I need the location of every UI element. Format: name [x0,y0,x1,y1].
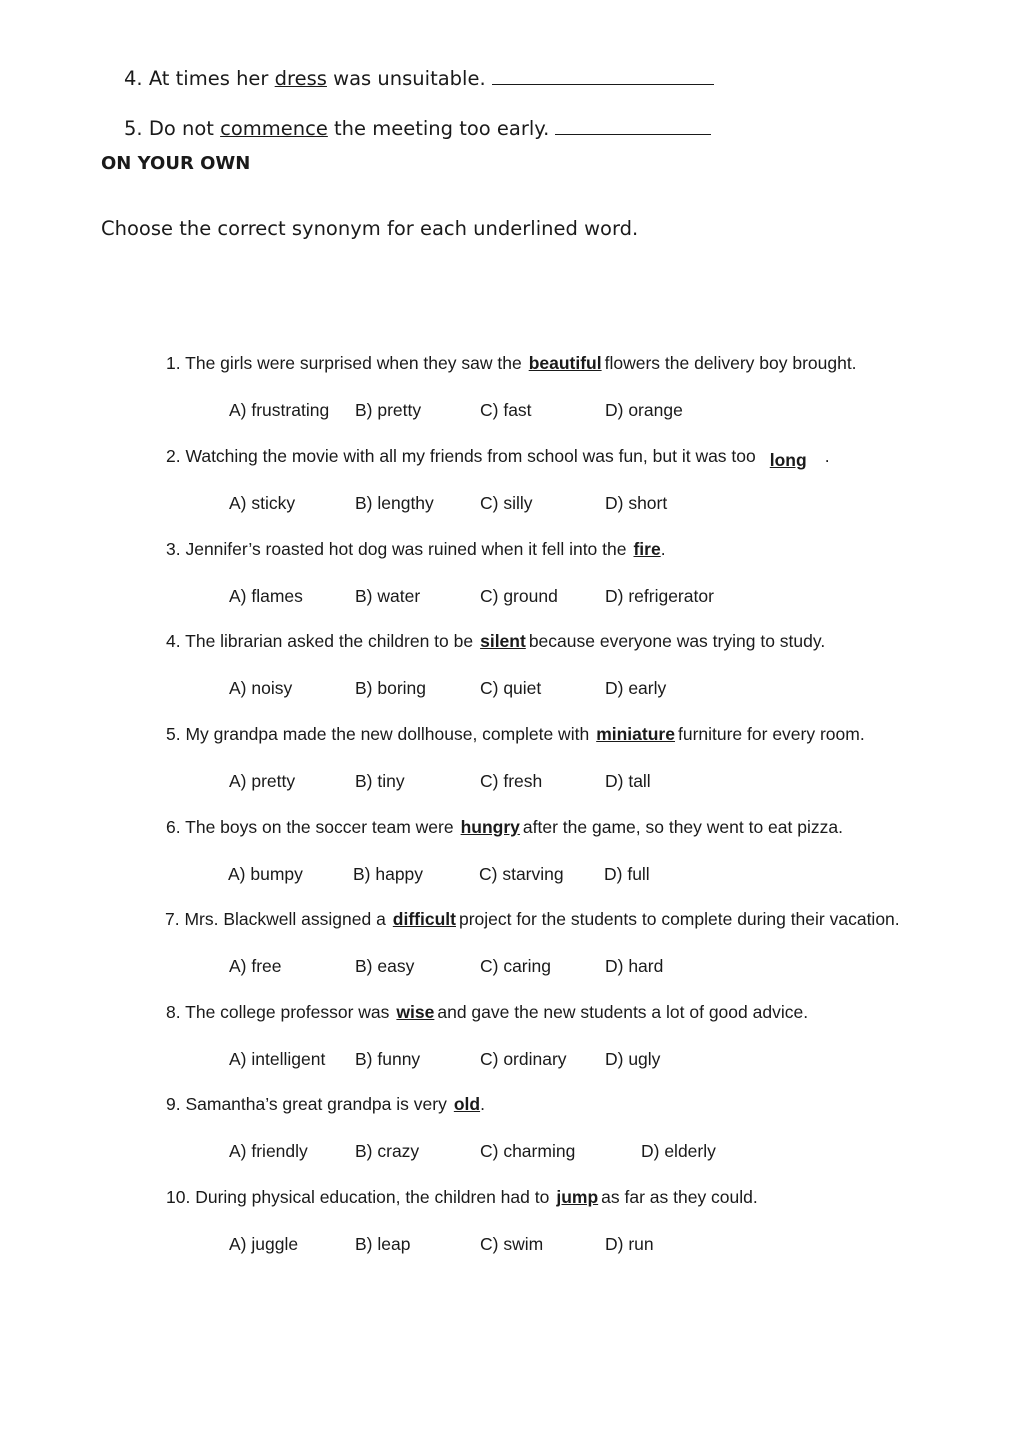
question-9 [166,1096,485,1114]
answer-option-d[interactable]: D) hard [605,956,664,976]
question-3 [166,541,666,559]
underlined-keyword: beautiful [528,353,602,373]
question-6 [166,819,843,837]
question-number: 3. [166,539,186,559]
section-heading: ON YOUR OWN [101,153,251,174]
previous-item-5 [124,116,711,139]
answer-option-a[interactable]: A) frustrating [229,400,330,420]
answer-option-b[interactable]: B) pretty [355,400,422,420]
question-number: 10. [166,1187,196,1207]
question-text-before: Jennifer’s roasted hot dog was ruined when it fell into the [185,539,627,559]
previous-item-4 [124,66,714,89]
question-text-after: . [824,446,830,466]
question-8 [166,1004,808,1022]
answer-option-b[interactable]: B) lengthy [355,493,434,513]
question-text-after: as far as they could. [601,1187,758,1207]
question-number: 1. [166,353,186,373]
item-text-before: Do not [148,117,214,140]
question-number: 5. [166,724,186,744]
underlined-word: dress [274,67,327,90]
answer-option-b[interactable]: B) tiny [355,771,405,791]
question-number: 6. [166,817,186,837]
answer-option-a[interactable]: A) noisy [229,678,293,698]
question-number: 2. [166,446,186,466]
question-5 [166,726,865,744]
question-text-after: after the game, so they went to eat pizza. [522,817,843,837]
question-1 [166,355,857,373]
underlined-keyword: wise [396,1002,435,1022]
answer-option-c[interactable]: C) starving [479,864,564,884]
item-text-after: the meeting too early. [334,117,550,140]
answer-option-b[interactable]: B) boring [355,678,427,698]
underlined-keyword: old [453,1094,481,1114]
answer-option-a[interactable]: A) bumpy [228,864,303,884]
underlined-keyword: hungry [460,817,520,837]
question-number: 8. [166,1002,186,1022]
underlined-keyword: jump [556,1187,599,1207]
answer-option-d[interactable]: D) short [605,493,668,513]
question-text-before: The college professor was [185,1002,390,1022]
item-text-after: was unsuitable. [333,67,486,90]
question-number: 7. [165,909,185,929]
answer-option-d[interactable]: D) elderly [641,1141,716,1161]
answer-option-a[interactable]: A) juggle [229,1234,299,1254]
question-text-before: Samantha’s great grandpa is very [185,1094,447,1114]
underlined-keyword: silent [480,631,526,651]
answer-option-c[interactable]: C) silly [480,493,533,513]
answer-option-c[interactable]: C) fast [480,400,532,420]
instruction-text: Choose the correct synonym for each underlined word. [101,217,639,240]
item-number: 4. [124,67,143,90]
answer-option-d[interactable]: D) ugly [605,1049,661,1069]
answer-option-c[interactable]: C) caring [480,956,551,976]
question-text-after: and gave the new students a lot of good advice. [437,1002,809,1022]
item-text-before: At times her [148,67,269,90]
question-number: 4. [166,631,186,651]
answer-option-d[interactable]: D) early [605,678,667,698]
answer-option-b[interactable]: B) easy [355,956,415,976]
answer-option-b[interactable]: B) leap [355,1234,411,1254]
answer-option-b[interactable]: B) crazy [355,1141,420,1161]
answer-option-b[interactable]: B) water [355,586,421,606]
answer-option-a[interactable]: A) flames [229,586,303,606]
answer-option-c[interactable]: C) charming [480,1141,576,1161]
item-number: 5. [124,117,143,140]
answer-option-b[interactable]: B) funny [355,1049,421,1069]
question-text-after: flowers the delivery boy brought. [604,353,857,373]
question-text-after: project for the students to complete during their vacation. [458,909,900,929]
question-text-before: During physical education, the children had to [195,1187,550,1207]
question-7 [165,911,900,929]
answer-option-c[interactable]: C) ordinary [480,1049,567,1069]
answer-option-a[interactable]: A) pretty [229,771,296,791]
answer-option-d[interactable]: D) orange [605,400,683,420]
answer-option-a[interactable]: A) friendly [229,1141,308,1161]
underlined-keyword: difficult [392,909,456,929]
answer-option-d[interactable]: D) run [605,1234,654,1254]
answer-blank[interactable] [555,116,711,135]
underlined-word: commence [220,117,328,140]
question-4 [166,633,825,651]
answer-option-b[interactable]: B) happy [353,864,424,884]
question-text-after: furniture for every room. [677,724,865,744]
answer-option-d[interactable]: D) tall [605,771,651,791]
answer-option-c[interactable]: C) quiet [480,678,542,698]
question-text-before: Watching the movie with all my friends from school was fun, but it was too [185,446,756,466]
question-text-before: Mrs. Blackwell assigned a [184,909,386,929]
question-text-before: My grandpa made the new dollhouse, complete with [185,724,590,744]
answer-option-c[interactable]: C) ground [480,586,558,606]
question-text-after: because everyone was trying to study. [528,631,826,651]
answer-option-d[interactable]: D) full [604,864,650,884]
question-text-after: . [660,539,666,559]
answer-option-a[interactable]: A) free [229,956,282,976]
answer-option-c[interactable]: C) swim [480,1234,544,1254]
question-text-before: The boys on the soccer team were [185,817,454,837]
answer-option-a[interactable]: A) sticky [229,493,296,513]
answer-option-a[interactable]: A) intelligent [229,1049,326,1069]
question-number: 9. [166,1094,186,1114]
answer-blank[interactable] [492,66,714,85]
question-2 [166,446,830,470]
question-text-after: . [480,1094,485,1114]
underlined-keyword: fire [633,539,661,559]
question-10 [166,1189,758,1207]
underlined-keyword: long [769,450,807,470]
question-text-before: The librarian asked the children to be [185,631,474,651]
question-text-before: The girls were surprised when they saw the [185,353,522,373]
answer-option-d[interactable]: D) refrigerator [605,586,714,606]
underlined-keyword: miniature [596,724,675,744]
answer-option-c[interactable]: C) fresh [480,771,543,791]
